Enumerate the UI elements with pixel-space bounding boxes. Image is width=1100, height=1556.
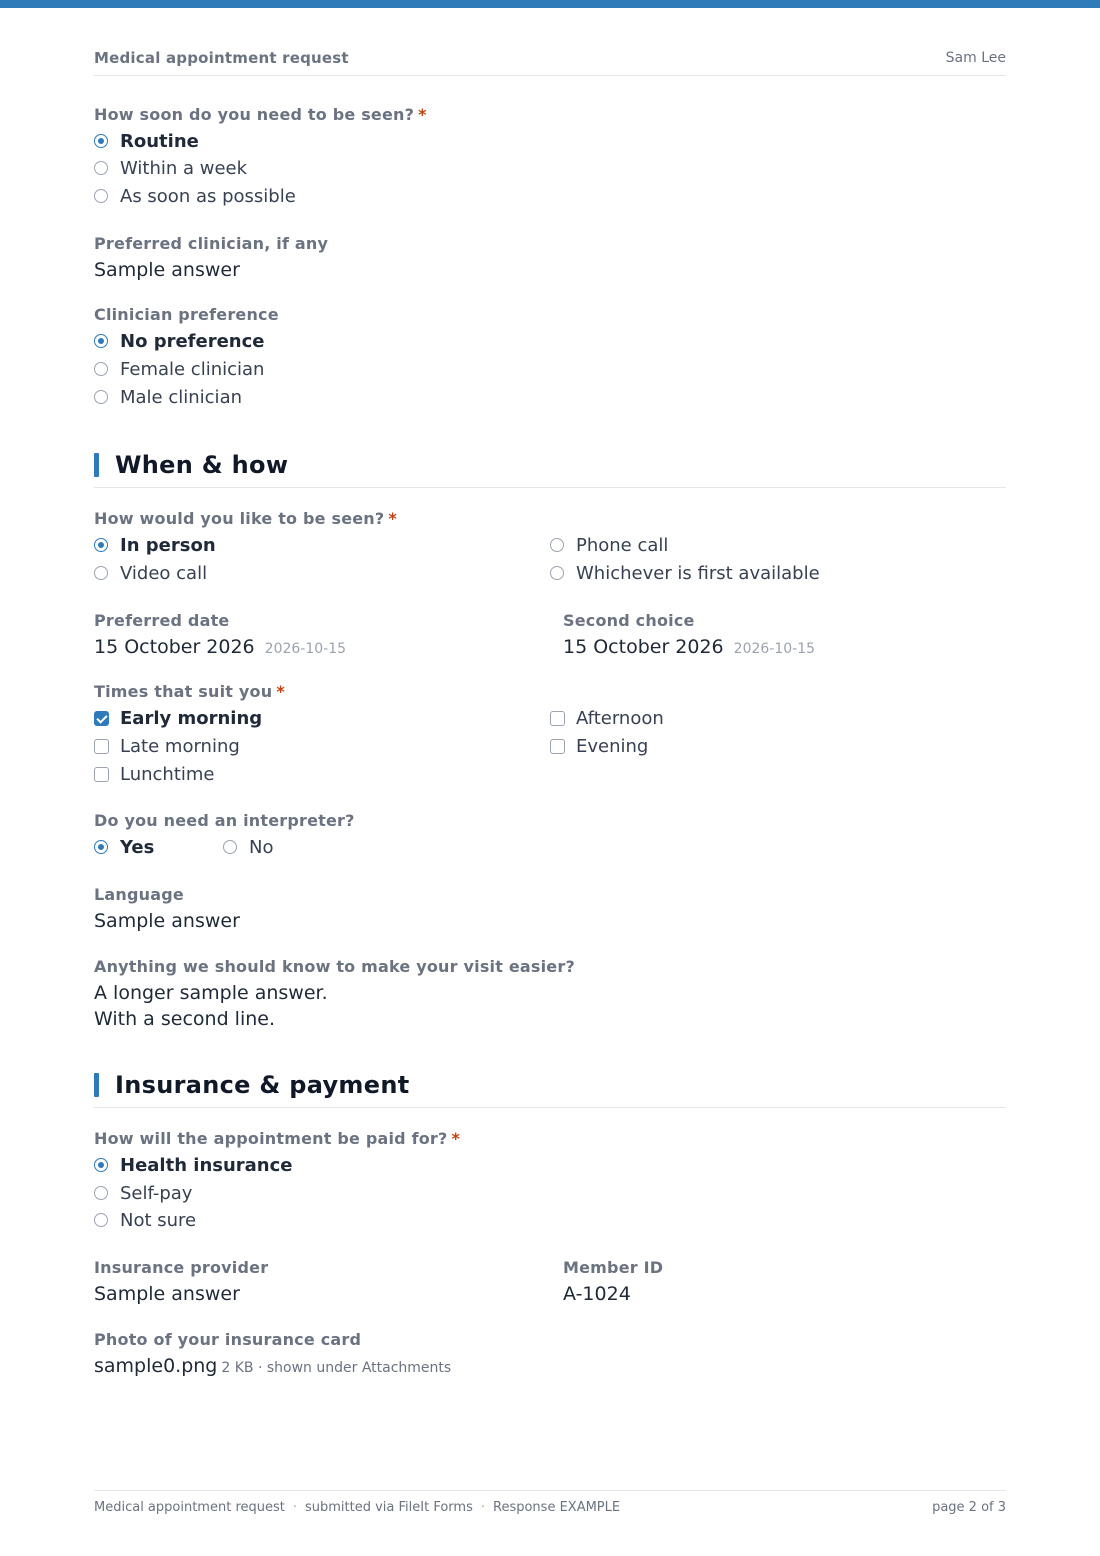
page-number: page 2 of 3 (932, 1500, 1006, 1515)
radio-empty-icon[interactable] (94, 390, 108, 404)
checkbox-empty-icon[interactable] (550, 711, 565, 726)
question-label-second-choice: Second choice (563, 611, 695, 630)
required-marker: * (388, 509, 397, 528)
question-label-interpreter: Do you need an interpreter? (94, 811, 355, 830)
required-marker: * (451, 1129, 461, 1148)
radio-selected-icon[interactable] (94, 1158, 108, 1172)
radio-empty-icon[interactable] (550, 538, 564, 552)
question-label-member-id: Member ID (563, 1258, 664, 1277)
attachment-info: 2 KB · shown under Attachments (221, 1360, 452, 1376)
section-accent-bar (94, 453, 99, 477)
iso-date: 2026-10-15 (264, 641, 347, 657)
attachment-filename[interactable]: sample0.png (94, 1355, 218, 1377)
section-heading-insurance-payment: Insurance & payment (94, 1071, 1006, 1108)
iso-date: 2026-10-15 (733, 641, 816, 657)
radio-empty-icon[interactable] (550, 566, 564, 580)
section-heading-when-how: When & how (94, 451, 1006, 488)
answer-visit-notes-line1: A longer sample answer. (94, 982, 328, 1004)
footer-response-id: Response EXAMPLE (493, 1500, 621, 1515)
page-header (94, 48, 1006, 76)
question-label-language: Language (94, 885, 184, 904)
question-label-preferred-clinician: Preferred clinician, if any (94, 234, 329, 253)
radio-selected-icon[interactable] (94, 134, 108, 148)
radio-selected-icon[interactable] (94, 840, 108, 854)
answer-language: Sample answer (94, 910, 240, 932)
radio-empty-icon[interactable] (94, 566, 108, 580)
checkbox-checked-icon[interactable] (94, 711, 109, 726)
top-accent-bar (0, 0, 1100, 8)
answer-visit-notes-line2: With a second line. (94, 1008, 275, 1030)
answer-preferred-clinician: Sample answer (94, 259, 240, 281)
radio-empty-icon[interactable] (94, 161, 108, 175)
answer-preferred-date: 15 October 2026 2026-10-15 (94, 636, 347, 658)
section-accent-bar (94, 1073, 99, 1097)
required-marker: * (276, 682, 285, 701)
answer-insurance-card-photo (94, 1355, 451, 1377)
radio-selected-icon[interactable] (94, 334, 108, 348)
question-label-visit-mode: How would you like to be seen? * (94, 509, 397, 528)
footer-submitted-via: submitted via FileIt Forms (305, 1500, 473, 1515)
radio-empty-icon[interactable] (94, 1186, 108, 1200)
checkbox-empty-icon[interactable] (94, 767, 109, 782)
question-label-insurance-card-photo: Photo of your insurance card (94, 1330, 362, 1349)
user-name: Sam Lee (945, 50, 1006, 66)
radio-empty-icon[interactable] (94, 189, 108, 203)
question-label-insurance-provider: Insurance provider (94, 1258, 269, 1277)
required-marker: * (418, 105, 427, 124)
form-title: Medical appointment request (94, 49, 349, 67)
page-footer: Medical appointment request · submitted via FileIt Forms · Response EXAMPLE page 2 of 3 (94, 1490, 1006, 1521)
question-label-urgency: How soon do you need to be seen? * (94, 105, 427, 124)
question-label-times: Times that suit you * (94, 682, 285, 701)
footer-form-name: Medical appointment request (94, 1500, 285, 1515)
radio-empty-icon[interactable] (94, 1213, 108, 1227)
answer-second-choice: 15 October 2026 2026-10-15 (563, 636, 816, 658)
question-label-clinician-preference: Clinician preference (94, 305, 279, 324)
question-label-preferred-date: Preferred date (94, 611, 230, 630)
checkbox-empty-icon[interactable] (94, 739, 109, 754)
answer-member-id: A-1024 (563, 1283, 631, 1305)
checkbox-empty-icon[interactable] (550, 739, 565, 754)
question-label-visit-notes: Anything we should know to make your visit easier? (94, 957, 575, 976)
answer-insurance-provider: Sample answer (94, 1283, 240, 1305)
radio-empty-icon[interactable] (94, 362, 108, 376)
radio-selected-icon[interactable] (94, 538, 108, 552)
radio-empty-icon[interactable] (223, 840, 237, 854)
question-label-payment: How will the appointment be paid for? * (94, 1129, 461, 1148)
